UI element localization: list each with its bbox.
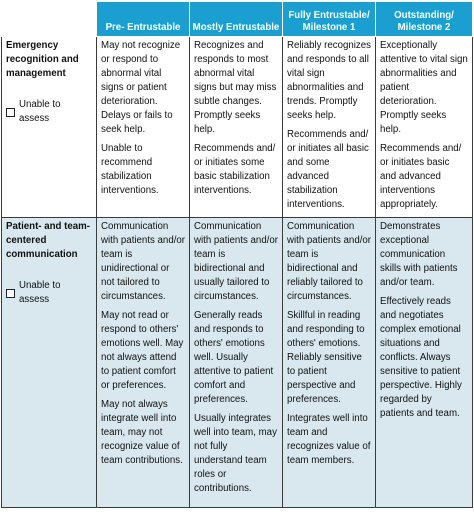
row-title: Patient- and team-centered communication bbox=[6, 221, 90, 260]
row-label-cell bbox=[2, 218, 97, 508]
header-blank bbox=[2, 2, 97, 37]
cell-mostly-entrustable bbox=[190, 218, 283, 508]
cell-pre-entrustable bbox=[97, 218, 190, 508]
cell-paragraph: May not read or respond to others' emotions well. May not always attend to patient comfort or preferences. bbox=[101, 310, 184, 391]
cell-paragraph: Generally reads and responds to others' emotions well. Usually attentive to patient comfort and preferences. bbox=[194, 310, 274, 405]
header-row bbox=[2, 2, 473, 37]
cell-outstanding bbox=[376, 218, 473, 508]
unable-to-assess-label: Unable to assess bbox=[19, 99, 61, 124]
row-title: Emergency recognition and management bbox=[6, 40, 79, 79]
unable-to-assess-label: Unable to assess bbox=[19, 280, 61, 305]
unable-to-assess-option[interactable] bbox=[6, 279, 92, 307]
header-mostly-entrustable: Mostly Entrustable bbox=[190, 2, 283, 37]
unable-to-assess-checkbox[interactable] bbox=[6, 289, 15, 298]
cell-fully-entrustable bbox=[283, 37, 376, 218]
row-emergency-recognition bbox=[2, 37, 473, 218]
cell-paragraph: May not recognize or respond to abnormal vital signs or patient deterioration. Delays or fails to seek help. bbox=[101, 40, 181, 135]
cell-paragraph: Skillful in reading and responding to others' emotions. Reliably sensitive to patient perspective and preferences. bbox=[287, 310, 365, 405]
cell-fully-entrustable bbox=[283, 218, 376, 508]
row-label-cell bbox=[2, 37, 97, 218]
cell-mostly-entrustable bbox=[190, 37, 283, 218]
cell-paragraph: Recommends and/ or initiates basic and advanced interventions appropriately. bbox=[380, 143, 462, 210]
cell-paragraph: Usually integrates well into team, may not fully understand team roles or contributions. bbox=[194, 413, 277, 494]
row-patient-team-communication bbox=[2, 218, 473, 508]
cell-paragraph: May not always integrate well into team, may not recognize value of team contributions. bbox=[101, 399, 183, 466]
cell-paragraph: Demonstrates exceptional communication skills with patients and/or team. bbox=[380, 221, 458, 288]
cell-paragraph: Integrates well into team and recognizes value of team members. bbox=[287, 413, 371, 466]
cell-paragraph: Exceptionally attentive to vital sign abnormalities and patient deterioration. Promptly seeks help. bbox=[380, 40, 468, 135]
assessment-rubric-table bbox=[1, 1, 473, 508]
header-fully-entrustable: Fully Entrustable/ Milestone 1 bbox=[283, 2, 376, 37]
cell-paragraph: Unable to recommend stabilization interventions. bbox=[101, 143, 159, 196]
cell-paragraph: Communication with patients and/or team is bidirectional and reliably tailored to circumstances. bbox=[287, 221, 372, 302]
cell-paragraph: Recommends and/ or initiates some basic stabilization interventions. bbox=[194, 143, 276, 196]
cell-paragraph: Communication with patients and/or team is bidirectional and usually tailored to circumstances. bbox=[194, 221, 279, 302]
cell-pre-entrustable bbox=[97, 37, 190, 218]
header-outstanding: Outstanding/ Milestone 2 bbox=[376, 2, 473, 37]
header-pre-entrustable: Pre- Entrustable bbox=[97, 2, 190, 37]
unable-to-assess-checkbox[interactable] bbox=[6, 108, 15, 117]
cell-paragraph: Effectively reads and negotiates complex emotional situations and conflicts. Always sensitive to patient perspective. Highly regarded by patients and team. bbox=[380, 296, 462, 419]
cell-paragraph: Communication with patients and/or team is unidirectional or not tailored to circumstances. bbox=[101, 221, 186, 302]
cell-paragraph: Recognizes and responds to most abnormal vital signs but may miss subtle changes. Promptly seeks help. bbox=[194, 40, 277, 135]
cell-paragraph: Recommends and/ or initiates all basic and some advanced stabilization interventions. bbox=[287, 129, 369, 210]
cell-paragraph: Reliably recognizes and responds to all vital sign abnormalities and trends. Promptly seeks help. bbox=[287, 40, 371, 121]
unable-to-assess-option[interactable] bbox=[6, 98, 92, 126]
cell-outstanding bbox=[376, 37, 473, 218]
